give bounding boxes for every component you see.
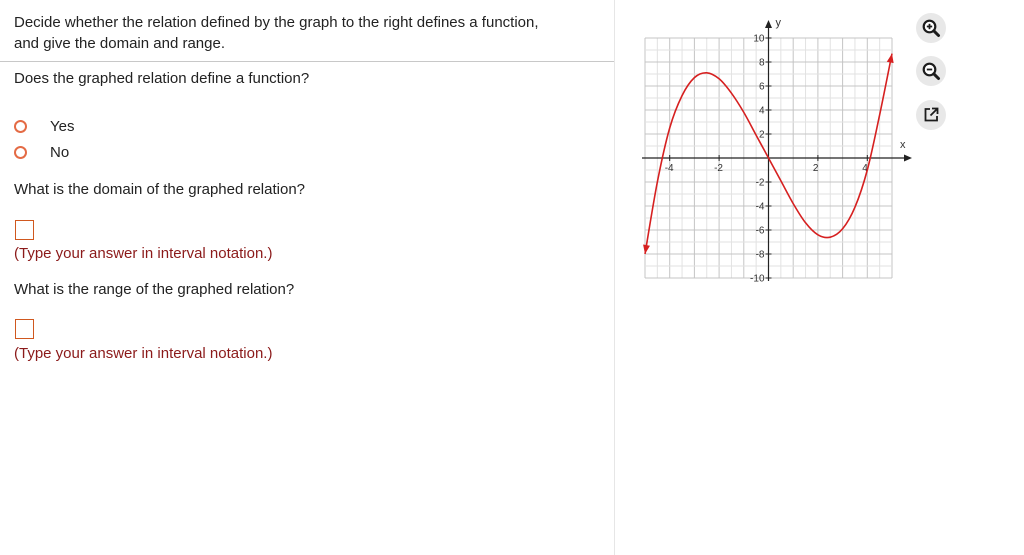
zoom-out-icon [921,61,941,81]
option-yes-label: Yes [50,117,75,135]
y-tick-label: -8 [755,249,765,261]
domain-hint: (Type your answer in interval notation.) [14,245,273,262]
option-no[interactable] [14,142,69,162]
y-axis-arrow [765,20,772,28]
y-tick-label: 6 [758,81,765,93]
y-tick-label: -2 [755,177,765,189]
x-tick-label: -4 [664,163,674,174]
range-answer-input[interactable] [15,319,34,339]
option-yes[interactable] [14,116,74,136]
range-hint: (Type your answer in interval notation.) [14,345,273,362]
x-axis-label: x [900,139,906,151]
question-range: What is the range of the graphed relation? [14,281,295,298]
curve-arrow-left [643,245,650,254]
question-function: Does the graphed relation define a function? [14,70,310,87]
zoom-out-button[interactable] [916,56,946,86]
divider [0,61,615,62]
panel-separator [614,0,615,555]
x-tick-label: -2 [714,163,724,174]
question-intro-line2: and give the domain and range. [14,35,225,52]
domain-answer-input[interactable] [15,220,34,240]
option-no-label: No [50,143,70,161]
y-axis-label: y [775,17,781,29]
zoom-in-button[interactable] [916,13,946,43]
curve-arrow-right [887,54,894,64]
graph-ticks [665,34,869,285]
y-tick-label: -4 [755,201,765,213]
y-tick-label: -6 [755,225,765,237]
y-tick-label: -10 [750,273,765,285]
x-tick-label: 2 [812,163,819,174]
y-tick-label: 10 [753,33,765,45]
question-intro-line1: Decide whether the relation defined by the graph to the right defines a function, [14,14,539,31]
y-tick-label: 8 [758,57,765,69]
question-intro [14,12,604,54]
relation-graph [630,10,920,295]
question-domain: What is the domain of the graphed relation? [14,181,306,198]
x-axis-arrow [904,155,912,162]
radio-yes[interactable] [14,120,27,133]
popout-button[interactable] [916,100,946,130]
popout-icon [922,106,940,124]
zoom-in-icon [921,18,941,38]
x-tick-label: 4 [862,163,868,174]
y-tick-label: 4 [758,105,765,117]
radio-no[interactable] [14,146,27,159]
y-tick-label: 2 [758,129,765,141]
